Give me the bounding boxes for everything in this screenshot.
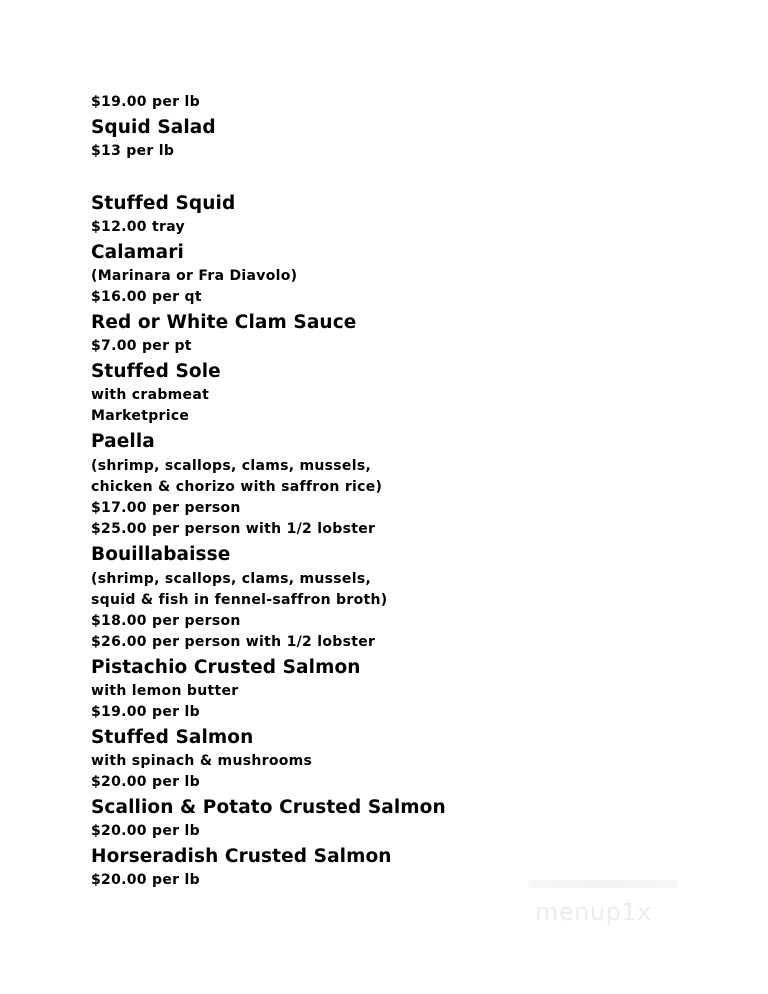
item-title: Stuffed Salmon <box>91 727 254 748</box>
item-title: Squid Salad <box>91 117 216 138</box>
price-line: $19.00 per lb <box>91 704 200 720</box>
price-line: $20.00 per lb <box>91 774 200 790</box>
item-description: (shrimp, scallops, clams, mussels, <box>91 571 372 587</box>
price-line: $12.00 tray <box>91 219 185 235</box>
item-description: with crabmeat <box>91 387 210 403</box>
price-line: $20.00 per lb <box>91 823 200 839</box>
item-title: Scallion & Potato Crusted Salmon <box>91 797 446 818</box>
price-line: $17.00 per person <box>91 500 241 516</box>
item-title: Red or White Clam Sauce <box>91 312 357 333</box>
price-line: $7.00 per pt <box>91 338 192 354</box>
price-line: $19.00 per lb <box>91 94 200 110</box>
price-line: $26.00 per person with 1/2 lobster <box>91 634 376 650</box>
item-description: with spinach & mushrooms <box>91 753 313 769</box>
item-title: Calamari <box>91 242 184 263</box>
price-line: $20.00 per lb <box>91 872 200 888</box>
price-line: $13 per lb <box>91 143 175 159</box>
item-description: (Marinara or Fra Diavolo) <box>91 268 298 284</box>
item-description: (shrimp, scallops, clams, mussels, <box>91 458 372 474</box>
price-line: $16.00 per qt <box>91 289 202 305</box>
item-title: Bouillabaisse <box>91 544 231 565</box>
price-line: Marketprice <box>91 408 190 424</box>
item-title: Stuffed Squid <box>91 193 236 214</box>
item-description: with lemon butter <box>91 683 239 699</box>
item-description: chicken & chorizo with saffron rice) <box>91 479 383 495</box>
price-line: $25.00 per person with 1/2 lobster <box>91 521 376 537</box>
item-title: Paella <box>91 431 155 452</box>
item-title: Pistachio Crusted Salmon <box>91 657 361 678</box>
item-title: Horseradish Crusted Salmon <box>91 846 392 867</box>
item-description: squid & fish in fennel-saffron broth) <box>91 592 388 608</box>
watermark-smudge <box>528 880 678 888</box>
item-title: Stuffed Sole <box>91 361 221 382</box>
price-line: $18.00 per person <box>91 613 241 629</box>
watermark-logo: menup1x <box>535 898 652 926</box>
